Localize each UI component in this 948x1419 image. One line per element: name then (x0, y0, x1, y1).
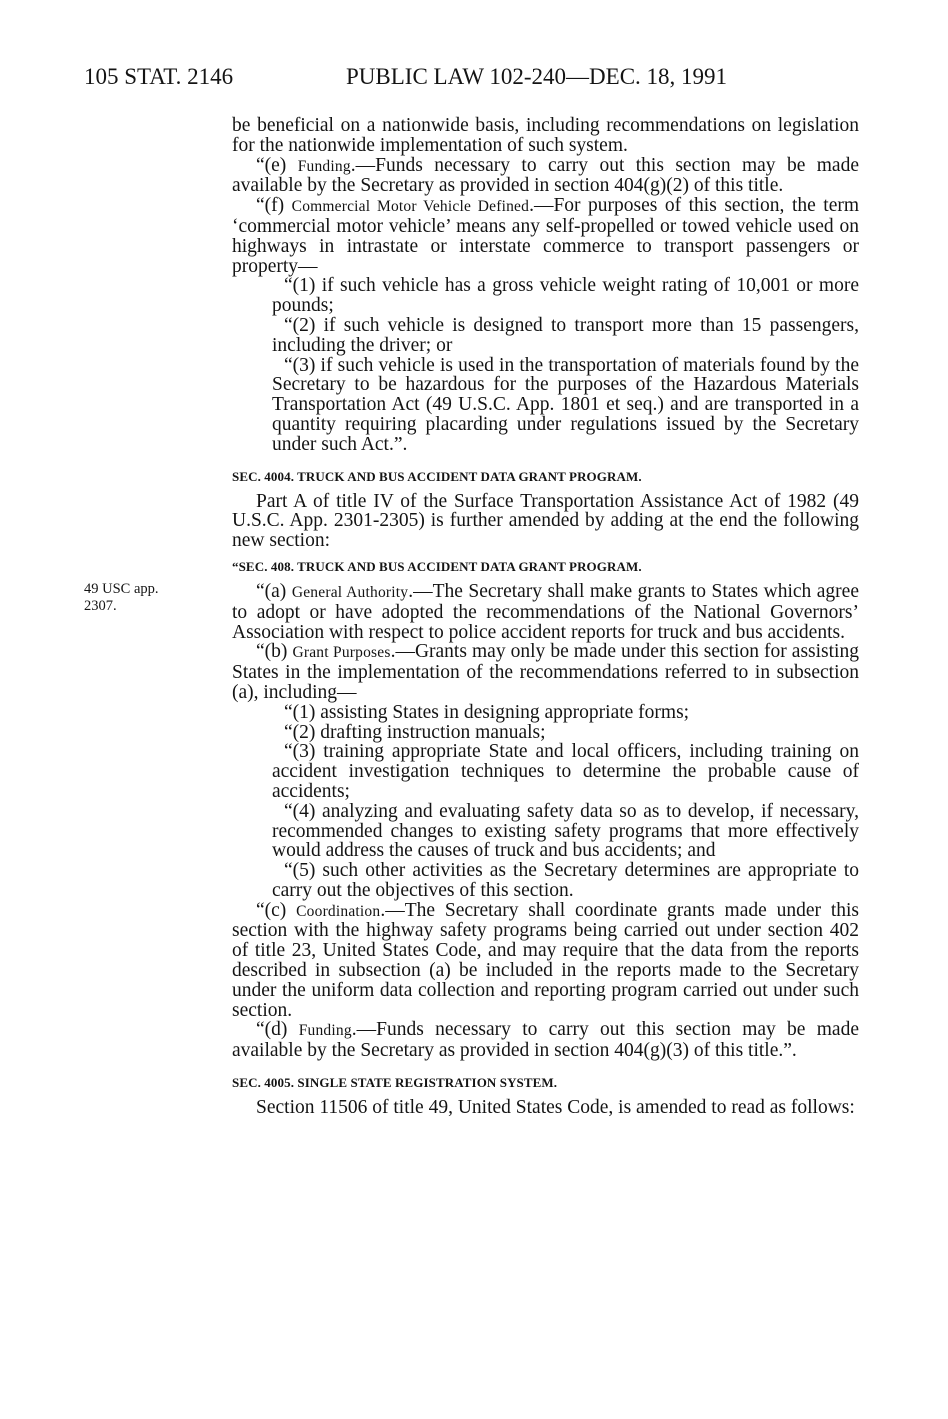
subsection-a: “(a) General Authority.—The Secretary shall make grants to States which agree to adopt or have adopted the recommendations of the National Governors’ Association with respect to police accident reports for truck and bus accidents. (232, 580, 859, 643)
paragraph-b-2: “(2) drafting instruction manuals; (284, 721, 546, 743)
paragraph-f-1: “(1) if such vehicle has a gross vehicle weight rating of 10,001 or more pounds; (272, 275, 859, 317)
section-heading-408: “SEC. 408. TRUCK AND BUS ACCIDENT DATA GRANT PROGRAM. (232, 558, 642, 574)
subsection-b: “(b) Grant Purposes.—Grants may only be made under this section for assisting States in the implementation of the recommendations referred to in subsection (a), including— (232, 641, 859, 703)
subsection-heading: Grant Purposes (292, 644, 391, 662)
subsection-c: “(c) Coordination.—The Secretary shall coordinate grants made under this section with the highway safety programs being carried out under section 402 of title 23, United States Code, and may require that the data from the reports described in subsection (a) be included in the reports made to the Secretary under the uniform data collection and reporting program carried out under such section. (232, 899, 859, 1021)
paragraph-f-2: “(2) if such vehicle is designed to transport more than 15 passengers, including the driver; or (272, 314, 859, 356)
section-4005-text: Section 11506 of title 49, United States Code, is amended to read as follows: (256, 1097, 855, 1119)
subsection-heading: Funding (297, 157, 351, 175)
paragraph-b-4: “(4) analyzing and evaluating safety data so as to develop, if necessary, recommended changes to existing safety programs that more effectively would address the causes of truck and bus accidents; and (272, 800, 859, 862)
subsection-heading: Coordination (296, 902, 381, 920)
section-heading-4004: SEC. 4004. TRUCK AND BUS ACCIDENT DATA GRANT PROGRAM. (232, 468, 642, 484)
margin-citation-line: 2307. (84, 598, 117, 614)
subsection-e: “(e) Funding.—Funds necessary to carry out this section may be made available by the Secretary as provided in section 404(g)(2) of this title. (232, 154, 859, 197)
paragraph-f-3: “(3) if such vehicle is used in the transportation of materials found by the Secretary to be hazardous for the purposes of the Hazardous Materials Transportation Act (49 U.S.C. App. 1801 et seq.) and are transported in a quantity requiring placarding under regulations issued by the Secretary under such Act.”. (272, 354, 859, 455)
margin-citation-line: 49 USC app. (84, 581, 159, 597)
continued-paragraph: be beneficial on a nationwide basis, including recommendations on legislation for the nationwide implementation of such system. (232, 115, 859, 156)
paragraph-b-1: “(1) assisting States in designing appropriate forms; (284, 701, 690, 723)
paragraph-b-5: “(5) such other activities as the Secretary determines are appropriate to carry out the objectives of this section. (272, 860, 859, 901)
subsection-heading: Funding (298, 1022, 352, 1040)
subsection-heading: General Authority (291, 583, 409, 601)
stat-page-number: 105 STAT. 2146 (84, 64, 234, 89)
running-header (84, 64, 884, 94)
margin-citation (84, 581, 204, 615)
subsection-f: “(f) Commercial Motor Vehicle Defined.—For purposes of this section, the term ‘commercial motor vehicle’ means any self-propelled or towed vehicle used on highways in intrastate or interstate commerce to transport passengers or property— (232, 195, 860, 277)
section-4004-text: Part A of title IV of the Surface Transportation Assistance Act of 1982 (49 U.S.C. App. 2301-2305) is further amended by adding at the end the following new section: (232, 490, 859, 552)
section-heading-4005: SEC. 4005. SINGLE STATE REGISTRATION SYSTEM. (232, 1075, 558, 1091)
public-law-title: PUBLIC LAW 102-240—DEC. 18, 1991 (346, 64, 728, 89)
subsection-heading: Commercial Motor Vehicle Defined (291, 198, 530, 216)
paragraph-b-3: “(3) training appropriate State and local officers, including training on accident investigation techniques to determine the probable cause of accidents; (272, 741, 859, 802)
document-body (232, 116, 859, 1118)
subsection-d: “(d) Funding.—Funds necessary to carry out this section may be made available by the Secretary as provided in section 404(g)(3) of this title.”. (232, 1019, 859, 1062)
